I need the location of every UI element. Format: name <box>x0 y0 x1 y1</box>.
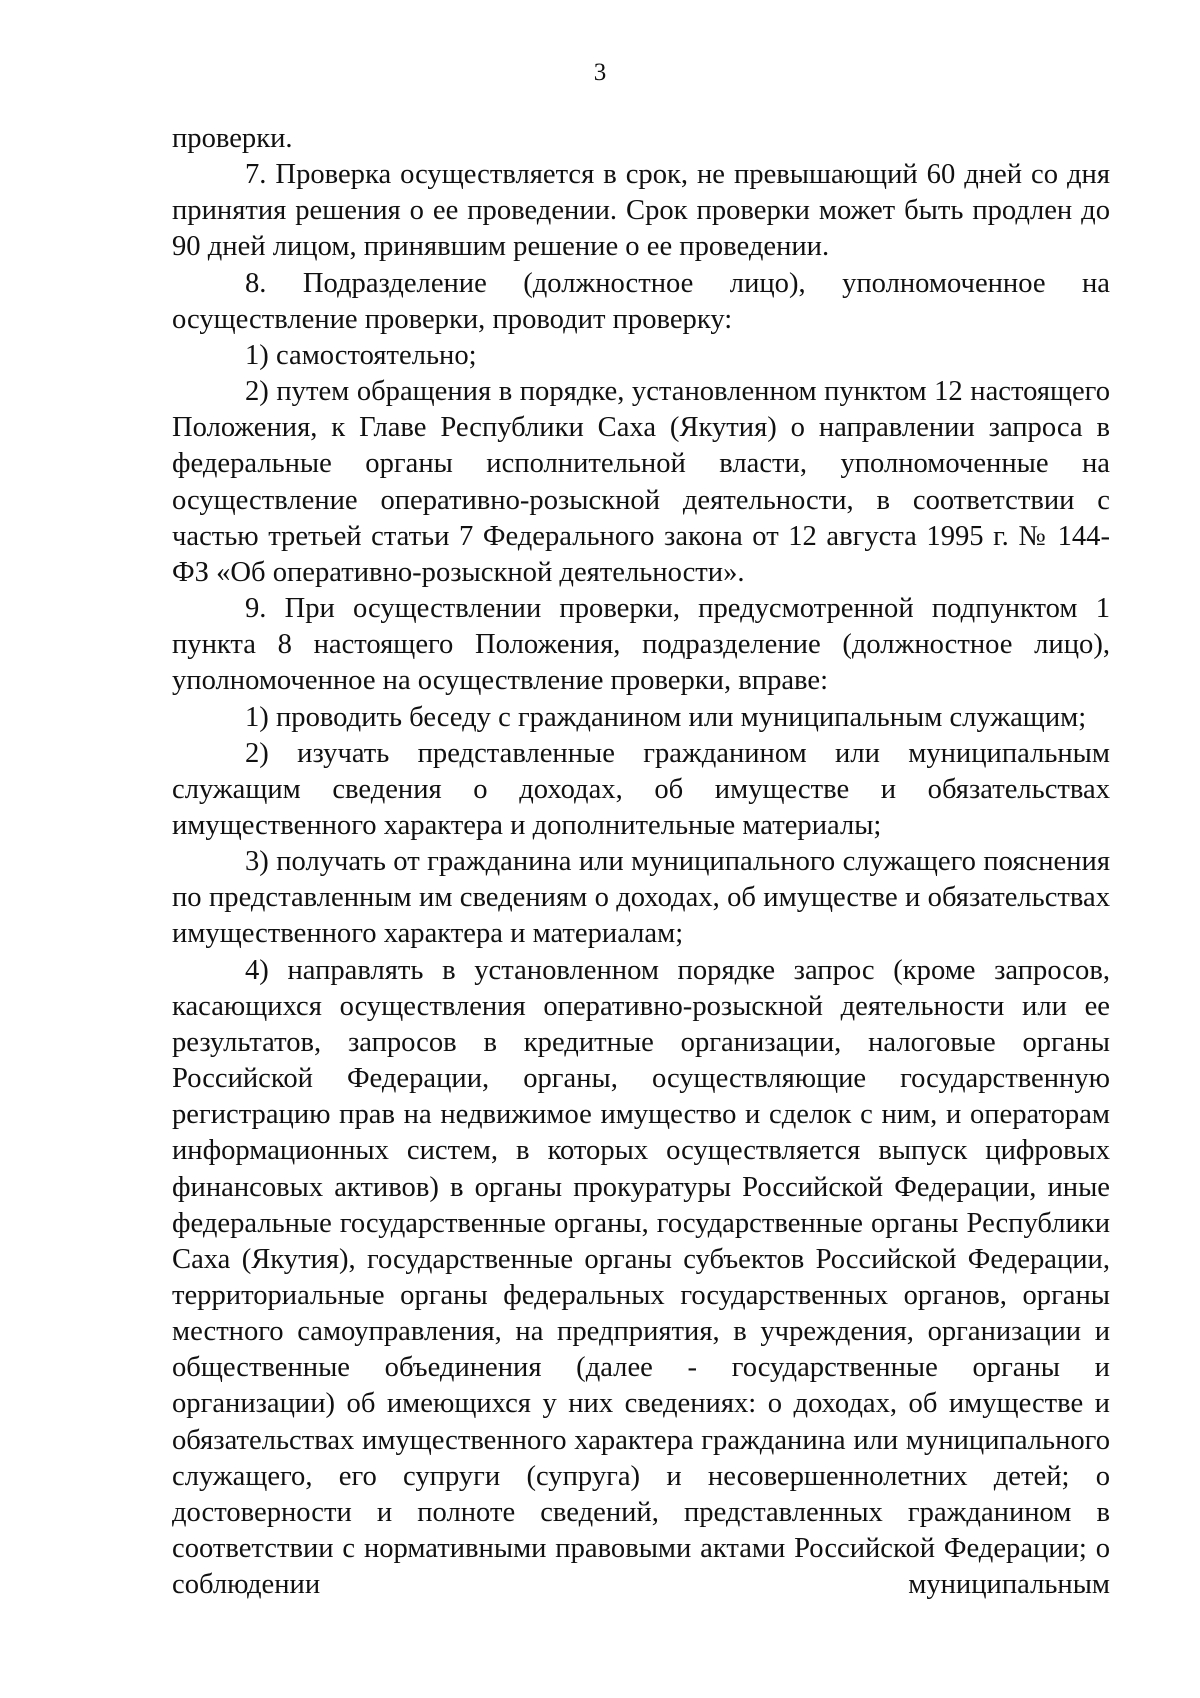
page-number: 3 <box>593 59 607 86</box>
paragraph-item-9: 9. При осуществлении проверки, предусмотренной подпунктом 1 пункта 8 настоящего Положения, подразделение (должностное лицо), уполномоченное на осуществление проверки, вправе: <box>172 593 1110 697</box>
paragraph-item-9-4: 4) направлять в установленном порядке запрос (кроме запросов, касающихся осуществления оперативно-розыскной деятельности или ее результатов, запросов в кредитные организации, налоговые органы Российской Федерации, органы, осуществляющие государственную регистрацию прав на недвижимое имущество и сделок с ним, и операторам информационных систем, в которых осуществляется выпуск цифровых финансовых активов) в органы прокуратуры Российской Федерации, иные федеральные государственные органы, государственные органы Республики Саха (Якутия), государственные органы субъектов Российской Федерации, территориальные органы федеральных государственных органов, органы местного самоуправления, на предприятия, в учреждения, организации и общественные объединения (далее - государственные органы и организации) об имеющихся у них сведениях: о доходах, об имуществе и обязательствах имущественного характера гражданина или муниципального служащего, его супруги (супруга) и несовершеннолетних детей; о достоверности и полноте сведений, представленных гражданином в соответствии с нормативными правовыми актами Российской Федерации; о соблюдении муниципальным <box>172 954 1110 1601</box>
paragraph-item-9-3: 3) получать от гражданина или муниципального служащего пояснения по представленным им сведениям о доходах, об имуществе и обязательствах имущественного характера и материалам; <box>172 846 1110 950</box>
paragraph-item-8-1: 1) самостоятельно; <box>245 339 477 371</box>
paragraph-item-8: 8. Подразделение (должностное лицо), уполномоченное на осуществление проверки, проводит проверку: <box>172 267 1110 335</box>
paragraph-item-9-1: 1) проводить беседу с гражданином или муниципальным служащим; <box>245 701 1087 733</box>
paragraph-item-8-2: 2) путем обращения в порядке, установленном пунктом 12 настоящего Положения, к Главе Республики Саха (Якутия) о направлении запроса в федеральные органы исполнительной власти, уполномоченные на осуществление оперативно-розыскной деятельности, в соответствии с частью третьей статьи 7 Федерального закона от 12 августа 1995 г. № 144-ФЗ «Об оперативно-розыскной деятельности». <box>172 376 1110 588</box>
document-body <box>172 121 1110 1603</box>
paragraph-continuation: проверки. <box>172 123 293 154</box>
paragraph-item-7: 7. Проверка осуществляется в срок, не превышающий 60 дней со дня принятия решения о ее проведении. Срок проверки может быть продлен до 90 дней лицом, принявшим решение о ее проведении. <box>172 159 1110 263</box>
paragraph-item-9-2: 2) изучать представленные гражданином или муниципальным служащим сведения о доходах, об имуществе и обязательствах имущественного характера и дополнительные материалы; <box>172 737 1110 841</box>
